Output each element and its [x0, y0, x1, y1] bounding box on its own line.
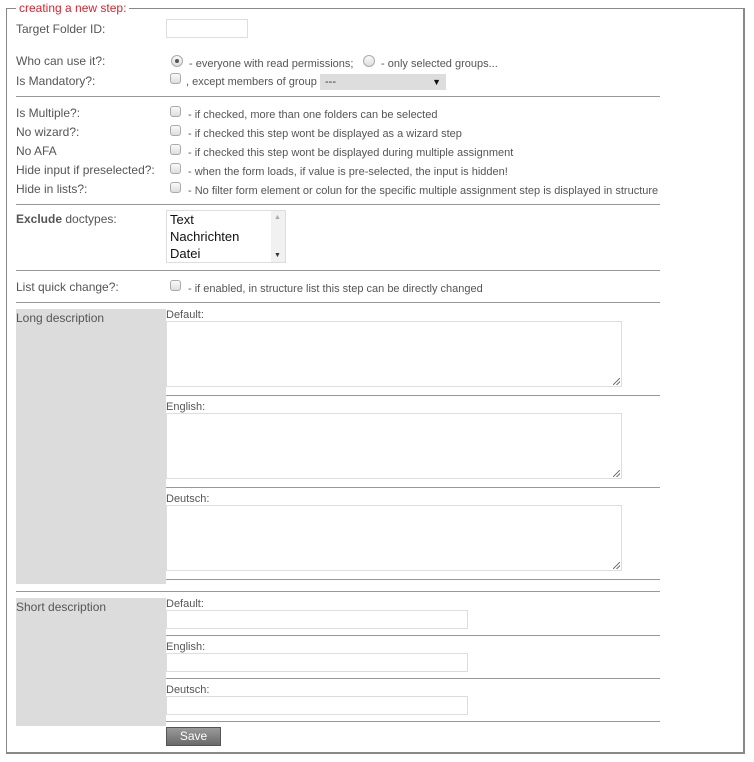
- long-deutsch-label: Deutsch:: [166, 493, 210, 505]
- hide-in-lists-checkbox[interactable]: [170, 182, 181, 193]
- group-select-value: ---: [325, 76, 336, 88]
- divider: [16, 591, 660, 592]
- long-default-label: Default:: [166, 309, 204, 321]
- divider: [16, 204, 660, 205]
- is-multiple-checkbox[interactable]: [170, 106, 181, 117]
- no-afa-checkbox[interactable]: [170, 144, 181, 155]
- doctype-option[interactable]: Nachrichten: [170, 229, 240, 244]
- mandatory-label: Is Mandatory?:: [16, 74, 96, 88]
- resize-grip-icon[interactable]: [613, 470, 620, 477]
- short-description-sidebar: [16, 598, 166, 726]
- scroll-up-icon[interactable]: ▲: [274, 214, 281, 221]
- exclude-doctypes-label: Exclude doctypes:: [16, 212, 117, 226]
- divider: [166, 678, 660, 679]
- listbox-scrollbar[interactable]: [271, 211, 285, 262]
- radio-groups-label: - only selected groups...: [381, 58, 498, 70]
- long-deutsch-textarea[interactable]: [166, 505, 622, 571]
- chevron-down-icon: ▼: [432, 77, 441, 87]
- mandatory-hint: , except members of group: [186, 76, 317, 88]
- no-wizard-checkbox[interactable]: [170, 125, 181, 136]
- no-wizard-hint: - if checked this step wont be displayed as a wizard step: [188, 128, 462, 140]
- short-default-label: Default:: [166, 598, 204, 610]
- doctypes-listbox[interactable]: [166, 210, 286, 263]
- long-default-textarea[interactable]: [166, 321, 622, 387]
- hide-in-lists-hint: - No filter form element or colun for the specific multiple assignment step is displayed in structure: [188, 185, 659, 197]
- short-english-input[interactable]: [166, 653, 468, 672]
- short-deutsch-label: Deutsch:: [166, 684, 210, 696]
- short-description-label: Short description: [16, 600, 107, 614]
- divider: [16, 96, 660, 97]
- quick-change-hint: - if enabled, in structure list this step can be directly changed: [188, 283, 483, 295]
- hide-in-lists-label: Hide in lists?:: [16, 182, 88, 196]
- short-deutsch-input[interactable]: [166, 696, 468, 715]
- short-default-input[interactable]: [166, 610, 468, 629]
- resize-grip-icon[interactable]: [613, 378, 620, 385]
- divider: [166, 721, 660, 722]
- who-can-use-label: Who can use it?:: [16, 54, 106, 68]
- hide-preselected-label: Hide input if preselected?:: [16, 163, 155, 177]
- is-multiple-label: Is Multiple?:: [16, 106, 81, 120]
- save-button[interactable]: Save: [166, 727, 221, 746]
- group-select[interactable]: [320, 74, 446, 90]
- mandatory-checkbox[interactable]: [170, 73, 181, 84]
- divider: [166, 579, 660, 580]
- resize-grip-icon[interactable]: [613, 562, 620, 569]
- radio-everyone[interactable]: [171, 55, 183, 67]
- scroll-down-icon[interactable]: ▼: [274, 252, 281, 259]
- divider: [16, 302, 660, 303]
- long-description-label: Long description: [16, 311, 105, 325]
- quick-change-checkbox[interactable]: [170, 280, 181, 291]
- hide-preselected-checkbox[interactable]: [170, 163, 181, 174]
- divider: [166, 487, 660, 488]
- quick-change-label: List quick change?:: [16, 280, 119, 294]
- is-multiple-hint: - if checked, more than one folders can be selected: [188, 109, 438, 121]
- hide-preselected-hint: - when the form loads, if value is pre-selected, the input is hidden!: [188, 166, 508, 178]
- target-folder-label: Target Folder ID:: [16, 22, 106, 36]
- doctype-option[interactable]: Text: [170, 212, 194, 227]
- short-english-label: English:: [166, 641, 206, 653]
- no-afa-hint: - if checked this step wont be displayed during multiple assignment: [188, 147, 514, 159]
- radio-selected-groups[interactable]: [363, 55, 375, 67]
- long-english-label: English:: [166, 401, 206, 413]
- divider: [166, 395, 660, 396]
- long-english-textarea[interactable]: [166, 413, 622, 479]
- doctype-option[interactable]: Datei: [170, 246, 201, 261]
- target-folder-input[interactable]: [166, 19, 248, 38]
- no-wizard-label: No wizard?:: [16, 125, 80, 139]
- long-description-sidebar: [16, 309, 166, 584]
- no-afa-label: No AFA: [16, 144, 57, 158]
- divider: [16, 270, 660, 271]
- radio-everyone-label: - everyone with read permissions;: [189, 58, 354, 70]
- divider: [166, 635, 660, 636]
- fieldset-legend: creating a new step:: [16, 2, 129, 15]
